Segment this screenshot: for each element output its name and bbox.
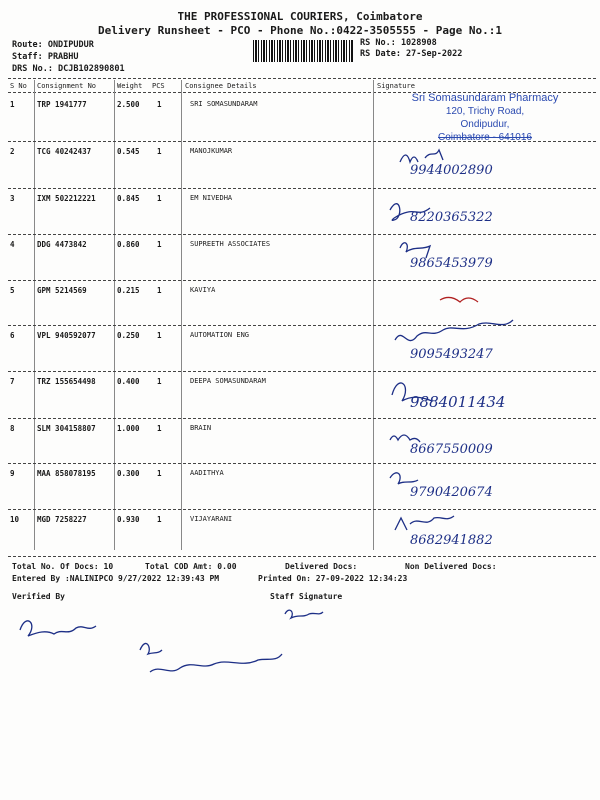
- row-pcs: 1: [157, 424, 162, 433]
- col-consignment: Consignment No: [37, 82, 97, 90]
- row-weight: 0.545: [117, 147, 140, 156]
- row-consignee: MANOJKUMAR: [190, 147, 233, 155]
- row-consignment-no: MAA 858078195: [37, 469, 96, 478]
- signature-mark: [390, 473, 418, 484]
- row-sno: 4: [10, 240, 15, 249]
- signature-mark: [390, 204, 430, 221]
- row-consignee: EM NIVEDHA: [190, 194, 233, 202]
- row-consignee: DEEPA SOMASUNDARAM: [190, 377, 266, 385]
- col-weight: Weight: [117, 82, 143, 90]
- handwritten-phone: 9884011434: [410, 393, 506, 411]
- row-consignment-no: TCG 40242437: [37, 147, 92, 156]
- handwritten-phone: 8682941882: [410, 533, 493, 548]
- row-consignee: BRAIN: [190, 424, 212, 432]
- stamp-address: 120, Trichy Road,: [445, 106, 525, 117]
- signature-mark: [20, 621, 96, 636]
- company-title: THE PROFESSIONAL COURIERS, Coimbatore: [177, 10, 423, 23]
- row-consignment-no: TRZ 155654498: [37, 377, 96, 386]
- total-docs: Total No. Of Docs: 10: [12, 562, 114, 571]
- row-consignment-no: VPL 940592077: [37, 331, 96, 340]
- rs-number: RS No.: 1028908: [360, 38, 437, 48]
- row-pcs: 1: [157, 515, 162, 524]
- row-weight: 0.215: [117, 286, 140, 295]
- row-pcs: 1: [157, 100, 162, 109]
- row-weight: 2.500: [117, 100, 140, 109]
- delivered-docs: Delivered Docs:: [285, 562, 358, 571]
- row-pcs: 1: [157, 331, 162, 340]
- row-pcs: 1: [157, 194, 162, 203]
- row-sno: 9: [10, 469, 15, 478]
- stamp-area: Ondipudur,: [460, 119, 510, 130]
- total-cod: Total COD Amt: 0.00: [145, 562, 237, 571]
- row-consignment-no: TRP 1941777: [37, 100, 87, 109]
- row-weight: 0.930: [117, 515, 140, 524]
- col-sno: S No: [10, 82, 27, 90]
- row-pcs: 1: [157, 240, 162, 249]
- runsheet-subtitle: Delivery Runsheet - PCO - Phone No.:0422-3505555 - Page No.:1: [98, 24, 502, 37]
- row-sno: 3: [10, 194, 15, 203]
- stamp-name: Sri Somasundaram Pharmacy: [411, 92, 559, 104]
- col-pcs: PCS: [152, 82, 165, 90]
- stamp-city: Coimbatore - 641016: [438, 132, 532, 143]
- signature-mark: [395, 516, 454, 530]
- row-consignee: KAVIYA: [190, 286, 216, 294]
- signature-mark: [140, 643, 282, 672]
- row-sno: 8: [10, 424, 15, 433]
- row-consignee: SRI SOMASUNDARAM: [190, 100, 258, 108]
- row-sno: 6: [10, 331, 15, 340]
- col-signature: Signature: [377, 82, 415, 90]
- row-pcs: 1: [157, 147, 162, 156]
- row-sno: 2: [10, 147, 15, 156]
- staff-label: Staff: PRABHU: [12, 52, 79, 62]
- rs-date: RS Date: 27-Sep-2022: [360, 49, 463, 59]
- row-sno: 7: [10, 377, 15, 386]
- signature-mark: [390, 435, 420, 442]
- row-consignment-no: GPM 5214569: [37, 286, 87, 295]
- signature-mark: [395, 320, 513, 341]
- staff-signature-label: Staff Signature: [270, 592, 343, 601]
- handwritten-phone: 8220365322: [410, 210, 493, 225]
- row-pcs: 1: [157, 286, 162, 295]
- row-sno: 1: [10, 100, 15, 109]
- footer-rule: [8, 556, 596, 557]
- row-sno: 5: [10, 286, 15, 295]
- handwritten-phone: 8667550009: [410, 442, 493, 457]
- signature-mark: [440, 297, 478, 302]
- row-consignee: AUTOMATION ENG: [190, 331, 250, 339]
- row-consignment-no: SLM 304158807: [37, 424, 96, 433]
- signature-mark: [392, 383, 432, 401]
- row-weight: 0.250: [117, 331, 140, 340]
- row-weight: 0.860: [117, 240, 140, 249]
- entered-by: Entered By :NALINIPCO 9/27/2022 12:39:43 PM: [12, 574, 220, 583]
- row-weight: 0.400: [117, 377, 140, 386]
- route-label: Route: ONDIPUDUR: [12, 40, 94, 50]
- row-sno: 10: [10, 515, 20, 524]
- col-consignee: Consignee Details: [185, 82, 257, 90]
- signature-mark: [285, 610, 323, 618]
- signature-mark: [400, 243, 430, 258]
- printed-on: Printed On: 27-09-2022 12:34:23: [258, 574, 408, 583]
- row-consignee: AADITHYA: [190, 469, 224, 477]
- drs-number: DRS No.: DCJB102890801: [12, 64, 125, 74]
- row-weight: 0.300: [117, 469, 140, 478]
- handwritten-phone: 9790420674: [410, 485, 493, 500]
- row-consignment-no: IXM 502212221: [37, 194, 96, 203]
- handwritten-phone: 9944002890: [410, 163, 493, 178]
- handwritten-phone: 9095493247: [410, 347, 493, 362]
- row-weight: 0.845: [117, 194, 140, 203]
- row-consignment-no: MGD 7258227: [37, 515, 87, 524]
- signature-mark: [400, 150, 443, 162]
- row-weight: 1.000: [117, 424, 140, 433]
- handwritten-phone: 9865453979: [410, 256, 493, 271]
- non-delivered-docs: Non Delivered Docs:: [405, 562, 497, 571]
- row-consignment-no: DDG 4473842: [37, 240, 87, 249]
- verified-by-label: Verified By: [12, 592, 65, 601]
- row-pcs: 1: [157, 377, 162, 386]
- row-consignee: SUPREETH ASSOCIATES: [190, 240, 271, 248]
- row-consignee: VIJAYARANI: [190, 515, 233, 523]
- row-pcs: 1: [157, 469, 162, 478]
